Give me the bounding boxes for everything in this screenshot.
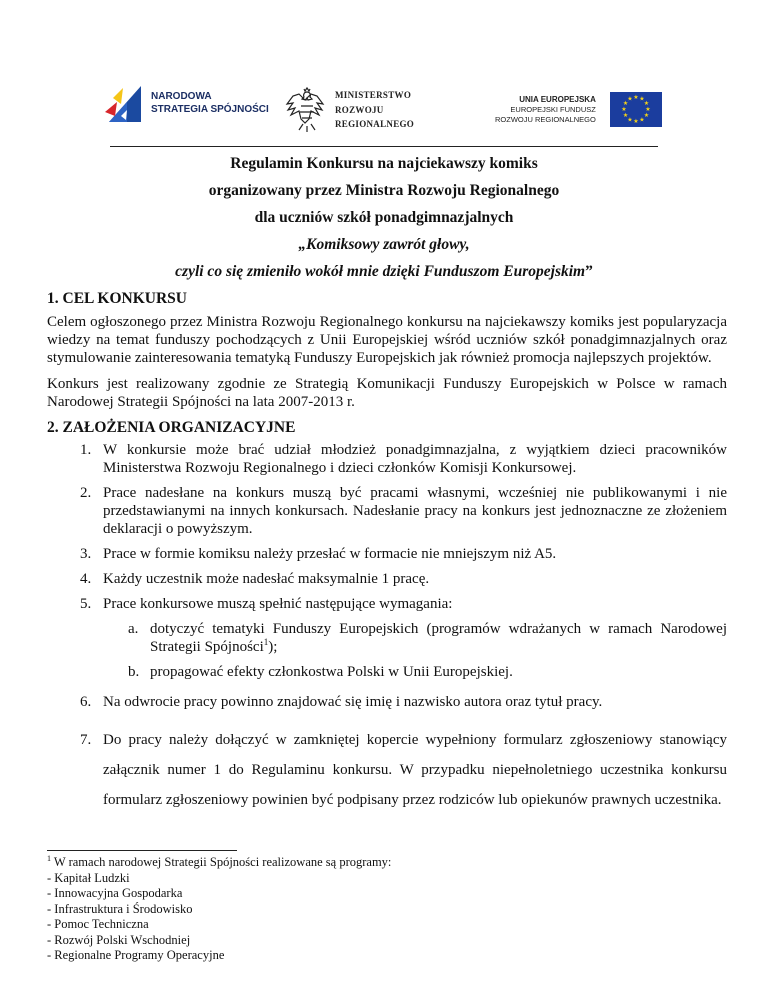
organizational-rules-list: [80, 441, 727, 815]
svg-text:★: ★: [627, 95, 633, 103]
footnote-divider: [47, 850, 237, 851]
header-divider: [110, 146, 658, 147]
svg-text:★: ★: [621, 106, 627, 113]
nss-line2: STRATEGIA SPÓJNOŚCI: [151, 104, 269, 115]
ministry-line1: MINISTERSTWO: [335, 90, 412, 101]
eu-flag-icon: [610, 92, 662, 127]
footnote-mark: 1: [47, 853, 51, 863]
program-item: - Infrastruktura i Środowisko: [47, 901, 193, 916]
footnote: [47, 855, 391, 964]
title-line-5: [0, 258, 768, 285]
title-line-5-end: ”: [585, 263, 593, 280]
eu-line2: EUROPEJSKI FUNDUSZ: [510, 105, 596, 115]
eagle-emblem-icon: [285, 86, 329, 134]
program-item: - Kapitał Ludzki: [47, 870, 130, 885]
title-line-1: Regulamin Konkursu na najciekawszy komiks: [230, 155, 538, 172]
svg-text:★: ★: [633, 118, 639, 125]
nss-flag-icon: [103, 82, 143, 124]
sublist-item: a. dotyczyć tematyki Funduszy Europejskich (programów wdrażanych w ramach Narodowej Strategii Spójności$^1$);: [128, 621, 727, 656]
list-item: 5. Prace konkursowe muszą spełnić następujące wymagania: a. dotyczyć tematyki Funduszy Europejskich (programów wdrażanych w ramach Narodowej Strategii Spójności$^1$); b. propagować efekty członkostwa Polski w Unii Europejskiej.: [80, 596, 727, 681]
svg-text:★: ★: [639, 116, 645, 124]
document-body: [47, 290, 727, 822]
ministry-line2: ROZWOJU: [335, 104, 384, 115]
list-item: 4. Każdy uczestnik może nadesłać maksymalnie 1 pracę.: [80, 571, 430, 588]
svg-text:★: ★: [645, 106, 651, 113]
eu-line1: UNIA EUROPEJSKA: [519, 95, 596, 105]
svg-text:★: ★: [633, 94, 639, 101]
list-item: 2. Prace nadesłane na konkurs muszą być pracami własnymi, wcześniej nie publikowanymi i nie przedstawianymi na innych konkursach. Nadesłanie pracy na konkurs jest jednoznaczne ze złożeniem deklaracji o powyższym.: [80, 485, 727, 538]
list-item: 3. Prace w formie komiksu należy przesłać w formacie nie mniejszym niż A5.: [80, 546, 557, 563]
document-title: [0, 150, 768, 285]
nss-logo: [103, 82, 269, 124]
svg-text:★: ★: [643, 100, 649, 107]
svg-text:★: ★: [627, 116, 633, 124]
nss-line1: NARODOWA: [151, 91, 212, 102]
title-line-4: „Komiksowy zawrót głowy,: [298, 236, 470, 253]
title-line-5-italic: czyli co się zmieniło wokół mnie dzięki Funduszom Europejskim: [175, 263, 586, 280]
program-item: - Regionalne Programy Operacyjne: [47, 948, 225, 962]
section-1-paragraph-2: Konkurs jest realizowany zgodnie ze Strategią Komunikacji Funduszy Europejskich w Polsce w ramach Narodowej Strategii Spójności na lata 2007-2013 r.: [47, 375, 727, 410]
ministry-line3: REGIONALNEGO: [335, 119, 415, 130]
section-1-heading: 1. CEL KONKURSU: [47, 290, 187, 307]
program-item: - Rozwój Polski Wschodniej: [47, 932, 191, 947]
svg-text:★: ★: [639, 95, 645, 103]
svg-text:★: ★: [622, 100, 629, 107]
sublist-item: b. propagować efekty członkostwa Polski w Unii Europejskiej.: [128, 664, 513, 681]
svg-text:★: ★: [643, 112, 649, 119]
requirements-sublist: [128, 620, 727, 681]
list-item: 6. Na odwrocie pracy powinno znajdować się imię i nazwisko autora oraz tytuł pracy.: [80, 694, 603, 711]
title-line-2: organizowany przez Ministra Rozwoju Regionalnego: [208, 182, 560, 199]
footnote-intro: W ramach narodowej Strategii Spójności realizowane są programy:: [51, 855, 392, 869]
list-item: 7. Do pracy należy dołączyć w zamkniętej kopercie wypełniony formularz zgłoszeniowy stanowiący załącznik numer 1 do Regulaminu konkursu. W przypadku niepełnoletniego uczestnika konkursu formularz zgłoszeniowy powinien być podpisany przez rodziców lub opiekunów prawnych uczestnika.: [80, 732, 727, 809]
title-line-3: dla uczniów szkół ponadgimnazjalnych: [254, 209, 514, 226]
svg-text:★: ★: [622, 112, 629, 119]
logo-header: [95, 80, 675, 140]
program-item: - Innowacyjna Gospodarka: [47, 886, 183, 900]
list-item: 1. W konkursie może brać udział młodzież ponadgimnazjalna, z wyjątkiem dzieci pracowników Ministerstwa Rozwoju Regionalnego i dzieci członków Komisji Konkursowej.: [80, 442, 727, 477]
eu-logo: [495, 92, 662, 127]
section-1-paragraph-1: Celem ogłoszonego przez Ministra Rozwoju Regionalnego konkursu na najciekawszy komiks jest popularyzacja wiedzy na temat funduszy pochodzących z Unii Europejskiej wśród uczniów szkół ponadgimnazjalnych oraz stymulowanie zainteresowania tematyką Funduszy Europejskich jak również promocja najlepszych projektów.: [47, 313, 727, 366]
footnote-ref[interactable]: 1: [263, 637, 269, 648]
ministry-logo: [285, 86, 414, 134]
program-item: - Pomoc Techniczna: [47, 917, 149, 931]
section-2-heading: 2. ZAŁOŻENIA ORGANIZACYJNE: [47, 418, 296, 436]
eu-line3: ROZWOJU REGIONALNEGO: [495, 114, 596, 124]
